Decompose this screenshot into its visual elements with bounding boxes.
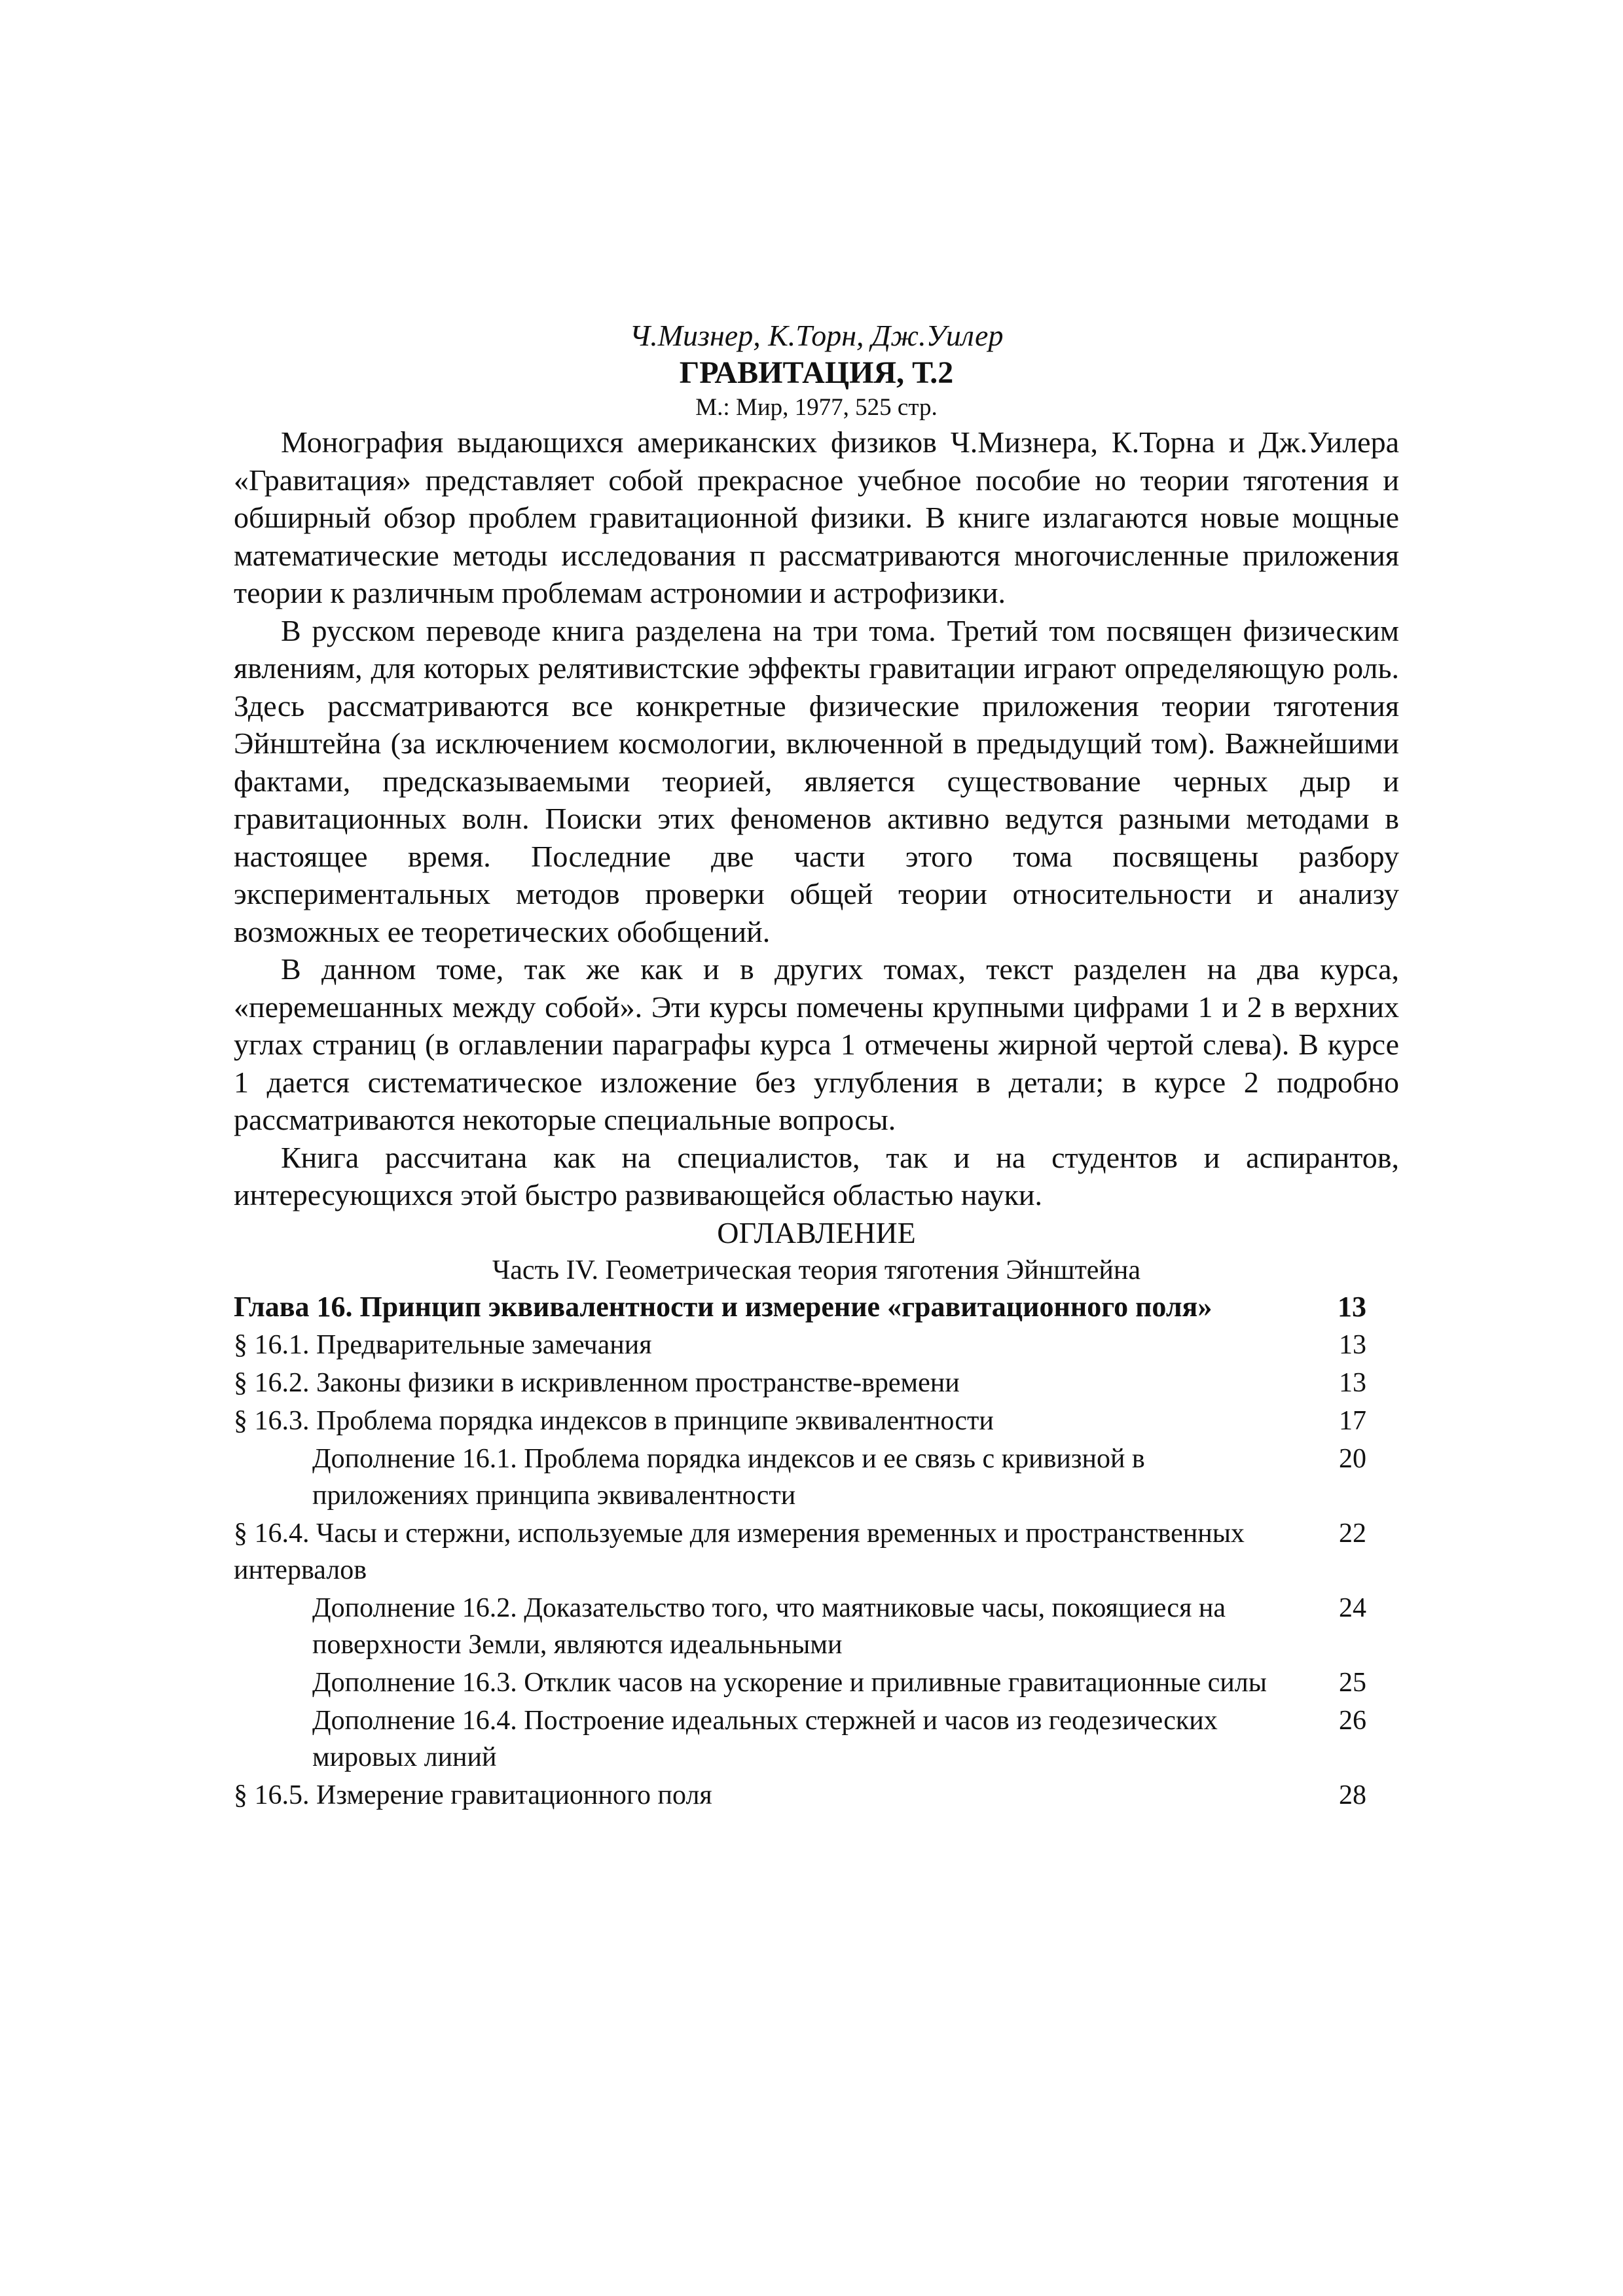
toc-entry-title: § 16.5. Измерение гравитационного поля xyxy=(234,1780,712,1810)
toc-entry-supplement xyxy=(234,1590,1399,1663)
toc-entry-page: 13 xyxy=(1339,1367,1366,1398)
toc-entry-page: 22 xyxy=(1339,1518,1366,1549)
toc-entry-title: Дополнение 16.3. Отклик часов на ускорение и приливные гравитационные силы xyxy=(312,1667,1267,1698)
document-page xyxy=(234,317,1399,1815)
toc-entry-page: 28 xyxy=(1339,1780,1366,1810)
toc-entry-title: § 16.4. Часы и стержни, используемые для измерения временных и пространственных интервалов xyxy=(234,1518,1245,1585)
book-title: ГРАВИТАЦИЯ, Т.2 xyxy=(679,355,954,390)
toc-entry-title: Глава 16. Принцип эквивалентности и измерение «гравитационного поля» xyxy=(234,1290,1213,1323)
toc-entry-page: 20 xyxy=(1339,1443,1366,1474)
toc-entry-title: § 16.1. Предварительные замечания xyxy=(234,1329,652,1360)
toc-heading: ОГЛАВЛЕНИЕ xyxy=(717,1215,916,1249)
toc-entry-supplement xyxy=(234,1702,1399,1776)
abstract-paragraph: В данном томе, так же как и в других томах, текст разделен на два курса, «перемешанных между собой». Эти курсы помечены крупными цифрами 1 и 2 в верхних углах страниц (в оглавлении параграфы курса 1 отмечены жирной чертой слева). В курсе 1 дается систематическое изложение без углубления в детали; в курсе 2 подробно рассматриваются некоторые специальные вопросы. xyxy=(234,952,1399,1136)
toc-part-title: Часть IV. Геометрическая теория тяготения Эйнштейна xyxy=(492,1255,1141,1285)
toc-entry-page: 25 xyxy=(1339,1667,1366,1698)
abstract-paragraph: Книга рассчитана как на специалистов, так и на студентов и аспирантов, интересующихся этой быстро развивающейся областью науки. xyxy=(234,1140,1399,1211)
toc-entry-section xyxy=(234,1403,1399,1439)
toc-entry-page: 26 xyxy=(1339,1705,1366,1736)
abstract-paragraph: В русском переводе книга разделена на три тома. Третий том посвящен физическим явлениям, для которых релятивистские эффекты гравитации играют определяющую роль. Здесь рассматриваются все конкретные физические приложения теории тяготения Эйнштейна (за исключением космологии, включенной в предыдущий том). Важнейшими фактами, предсказываемыми теорией, является существование черных дыр и гравитационных волн. Поиски этих феноменов активно ведутся разными методами в настоящее время. Последние две части этого тома посвящены разбору экспериментальных методов проверки общей теории относительности и анализу возможных ее теоретических обобщений. xyxy=(234,613,1399,948)
toc-entry-title: § 16.2. Законы физики в искривленном пространстве-времени xyxy=(234,1367,960,1398)
toc-list xyxy=(234,1289,1399,1814)
book-authors: Ч.Мизнер, К.Торн, Дж.Уилер xyxy=(629,319,1004,352)
toc-entry-page: 13 xyxy=(1339,1329,1366,1360)
toc-entry-title: Дополнение 16.4. Построение идеальных стержней и часов из геодезических мировых линий xyxy=(312,1705,1218,1772)
toc-entry-title: Дополнение 16.2. Доказательство того, что маятниковые часы, покоящиеся на поверхности Земли, являются идеальньными xyxy=(312,1592,1226,1660)
toc-entry-chapter xyxy=(234,1289,1399,1325)
toc-entry-page: 13 xyxy=(1338,1290,1366,1323)
toc-entry-section xyxy=(234,1515,1399,1588)
toc-entry-title: Дополнение 16.1. Проблема порядка индексов и ее связь с кривизной в приложениях принципа эквивалентности xyxy=(312,1443,1145,1511)
toc-entry-section xyxy=(234,1327,1399,1363)
abstract-paragraph: Монография выдающихся американских физиков Ч.Мизнера, К.Торна и Дж.Уилера «Гравитация» представляет собой прекрасное учебное пособие но теории тяготения и обширный обзор проблем гравитационной физики. В книге излагаются новые мощные математические методы исследования п рассматриваются многочисленные приложения теории к различным проблемам астрономии и астрофизики. xyxy=(234,425,1399,609)
toc-entry-page: 17 xyxy=(1339,1405,1366,1436)
toc-entry-supplement xyxy=(234,1441,1399,1514)
toc-entry-supplement xyxy=(234,1664,1399,1701)
toc-entry-section xyxy=(234,1777,1399,1814)
publication-info: М.: Мир, 1977, 525 стр. xyxy=(695,394,938,421)
toc-entry-section xyxy=(234,1365,1399,1401)
toc-entry-page: 24 xyxy=(1339,1592,1366,1623)
toc-entry-title: § 16.3. Проблема порядка индексов в принципе эквивалентности xyxy=(234,1405,994,1436)
